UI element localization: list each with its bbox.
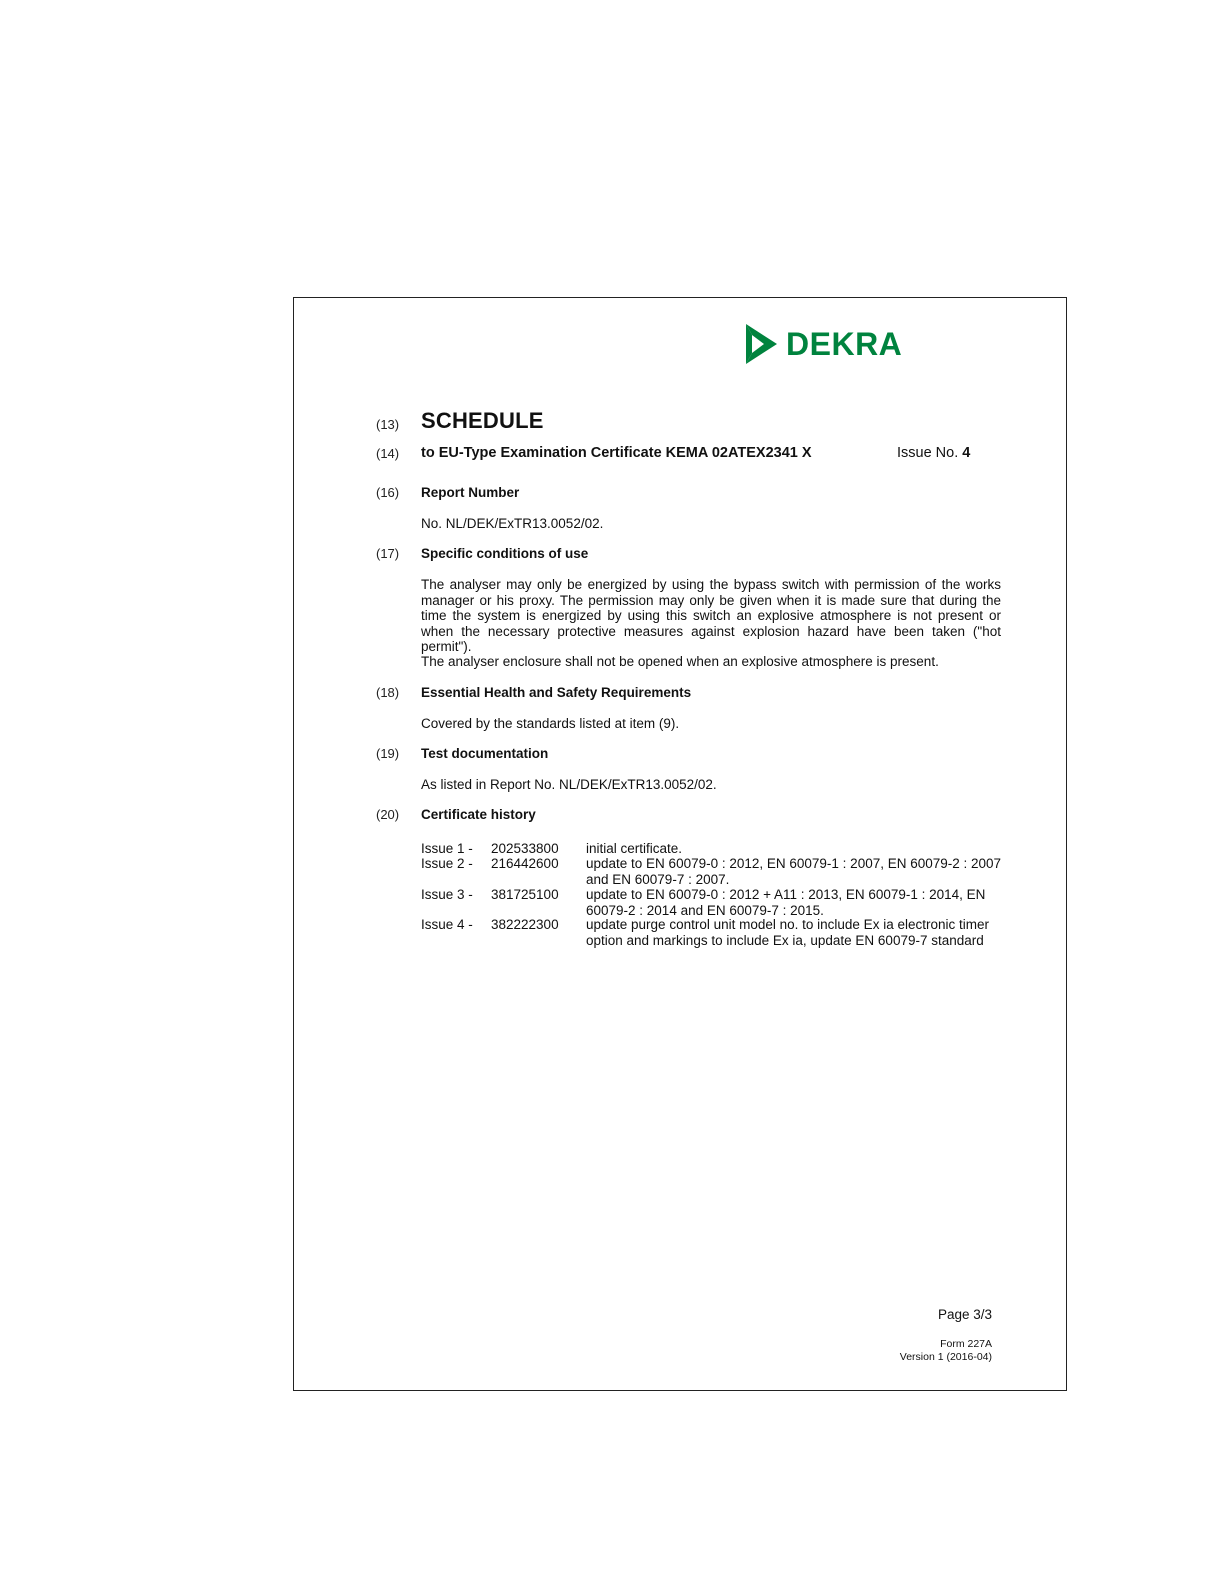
- history-issue: Issue 2 -: [421, 856, 473, 871]
- specific-conditions-heading: Specific conditions of use: [421, 546, 589, 561]
- history-number: 382222300: [491, 917, 559, 932]
- history-issue: Issue 1 -: [421, 841, 473, 856]
- history-description: update to EN 60079-0 : 2012, EN 60079-1 : 2007, EN 60079-2 : 2007 and EN 60079-7 : 2007.: [586, 856, 1002, 887]
- history-number: 381725100: [491, 887, 559, 902]
- history-description: update to EN 60079-0 : 2012 + A11 : 2013, EN 60079-1 : 2014, EN 60079-2 : 2014 and EN 60079-7 : 2015.: [586, 887, 986, 918]
- issue-number: [897, 445, 970, 461]
- specific-conditions-paragraph-1: The analyser may only be energized by using the bypass switch with permission of the works manager or his proxy. The permission may only be given when it is made sure that during the time the system is energized by using this switch an explosive atmosphere is not present or when the necessary protective measures against explosion hazard have been taken ("hot permit").: [421, 577, 1001, 654]
- item-number-16: (16): [376, 485, 400, 500]
- item-number-18: (18): [376, 685, 400, 700]
- specific-conditions-paragraph-2: The analyser enclosure shall not be opened when an explosive atmosphere is present.: [421, 654, 939, 669]
- history-issue: Issue 3 -: [421, 887, 473, 902]
- certificate-subtitle: to EU-Type Examination Certificate KEMA 02ATEX2341 X: [421, 445, 812, 461]
- form-number: Form 227A: [940, 1338, 992, 1350]
- history-number: 202533800: [491, 841, 559, 856]
- ehsr-text: Covered by the standards listed at item (9).: [421, 716, 680, 731]
- logo-text: DEKRA: [786, 326, 903, 362]
- report-number-heading: Report Number: [421, 485, 520, 500]
- certificate-history-heading: Certificate history: [421, 807, 536, 822]
- ehsr-heading: Essential Health and Safety Requirements: [421, 685, 692, 700]
- test-documentation-text: As listed in Report No. NL/DEK/ExTR13.0052/02.: [421, 777, 717, 792]
- report-number-text: No. NL/DEK/ExTR13.0052/02.: [421, 516, 604, 531]
- history-description: update purge control unit model no. to include Ex ia electronic timer option and markings to include Ex ia, update EN 60079-7 standard: [586, 917, 989, 948]
- issue-label: Issue No.: [897, 445, 959, 461]
- form-version: Version 1 (2016-04): [899, 1350, 992, 1363]
- history-issue: Issue 4 -: [421, 917, 473, 932]
- form-info: [900, 1338, 992, 1363]
- test-documentation-heading: Test documentation: [421, 746, 549, 761]
- item-number-17: (17): [376, 546, 400, 561]
- item-number-13: (13): [376, 417, 400, 432]
- dekra-logo: [744, 322, 902, 366]
- item-number-19: (19): [376, 746, 400, 761]
- history-description: initial certificate.: [586, 841, 683, 856]
- page-title: SCHEDULE: [421, 408, 544, 433]
- item-number-20: (20): [376, 807, 400, 822]
- history-number: 216442600: [491, 856, 559, 871]
- page-number: Page 3/3: [937, 1307, 992, 1322]
- item-number-14: (14): [376, 446, 400, 461]
- issue-value: 4: [962, 445, 971, 461]
- dekra-arrow-icon: [744, 323, 778, 365]
